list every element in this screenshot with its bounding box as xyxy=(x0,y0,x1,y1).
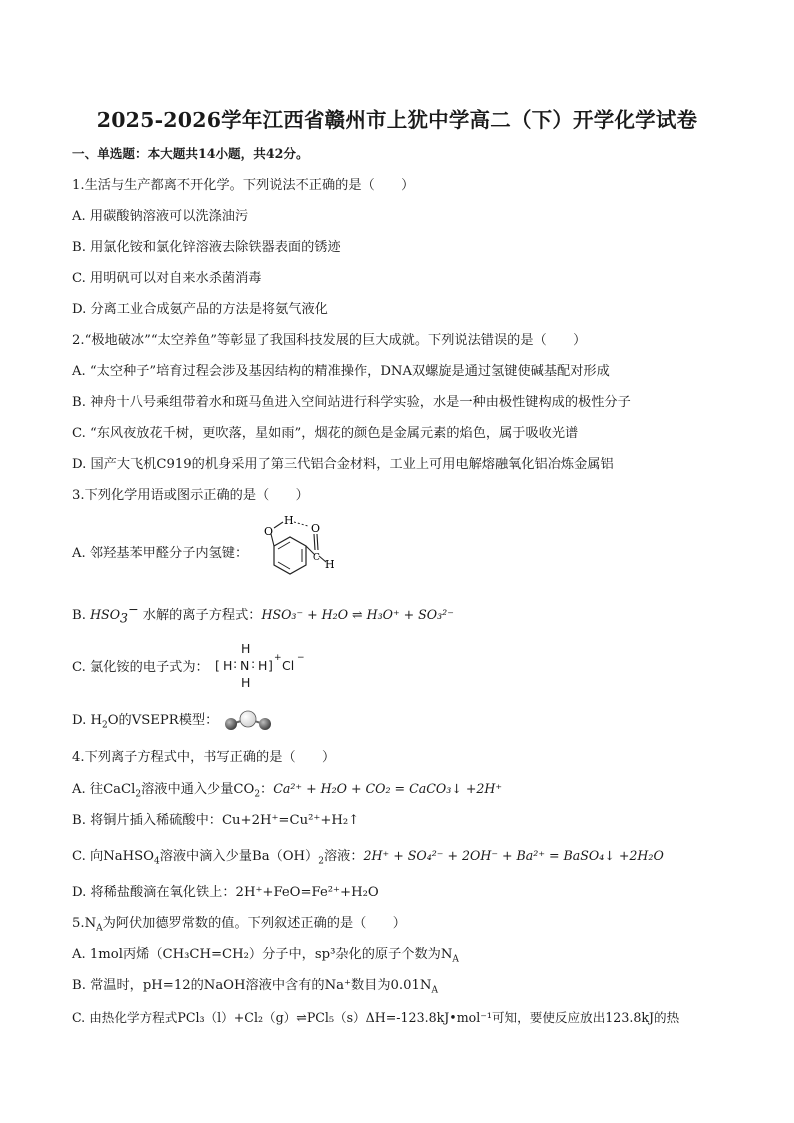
struct-o-right: O xyxy=(311,522,321,535)
q5-stem-tail: 为阿伏加德罗常数的值。下列叙述正确的是（ ） xyxy=(102,916,406,931)
nh4-h-left: H xyxy=(223,658,233,673)
q3-c-prefix: C. 氯化铵的电子式为： xyxy=(72,660,209,675)
nh4-charge: + xyxy=(274,653,282,663)
cl-charge: − xyxy=(297,653,305,663)
water-vsepr-model xyxy=(222,710,274,732)
q5-option-c: C. 由热化学方程式PCl₃（l）+Cl₂（g）⇌PCl₅（s）ΔH=-123.8kJ•mol⁻¹可知，要使反应放出123.8kJ的热 xyxy=(72,1010,680,1025)
q5-b-sub: A xyxy=(431,985,438,996)
q4-option-b: B. 将铜片插入稀硫酸中：Cu+2H⁺=Cu²⁺+H₂↑ xyxy=(72,813,360,828)
ammonium-chloride-electron-formula: H [ H : N : H ] + Cl − H xyxy=(215,641,305,690)
q5-b-text: B. 常温时，pH=12的NaOH溶液中含有的Na⁺数目为0.01N xyxy=(72,978,432,993)
chloride: Cl xyxy=(282,658,295,673)
q3-option-a: A. 邻羟基苯甲醛分子内氢键： xyxy=(72,546,249,561)
section-heading: 一、单选题：本大题共14小题，共42分。 xyxy=(72,146,309,161)
q4-c-tail: 溶液： xyxy=(323,849,364,864)
nh4-h-bottom: H xyxy=(241,675,251,690)
q3-b-ion: HSO xyxy=(90,607,121,622)
q1-option-c: C. 用明矾可以对自来水杀菌消毒 xyxy=(72,271,262,286)
q5-a-text: A. 1mol丙烯（CH₃CH=CH₂）分子中，sp³杂化的原子个数为N xyxy=(72,947,453,962)
q2-option-a: A. “太空种子”培育过程会涉及基因结构的精准操作，DNA双螺旋是通过氢键使碱基配对形成 xyxy=(72,364,610,379)
q4-c-prefix: C. 向NaHSO xyxy=(72,849,154,864)
nh4-h-top: H xyxy=(241,641,251,656)
q3-option-d: D. $H_2O$的VSEPR模型： xyxy=(72,713,219,731)
q4-c-mid: 溶液中滴入少量Ba（OH） xyxy=(159,849,319,864)
q3-stem: 3.下列化学用语或图示正确的是（ ） xyxy=(72,488,309,503)
q4-c-equation: 2H⁺ + SO₄²⁻ + 2OH⁻ + Ba²⁺ = BaSO₄↓ +2H₂O xyxy=(363,848,664,863)
q4-option-a: A. 往CaCl$_2$溶液中通入少量$CO_2$：Ca²⁺ + H₂O + CO₂ = CaCO₃↓ +2H⁺ xyxy=(72,781,503,800)
q3-option-c xyxy=(72,659,209,677)
nh4-n: N xyxy=(240,658,250,673)
q2-option-c: C. “东风夜放花千树，更吹落，星如雨”，烟花的颜色是金属元素的焰色，属于吸收光谱 xyxy=(72,426,579,441)
q5-a-sub: A xyxy=(452,954,459,965)
q2-stem: 2.“极地破冰”“太空养鱼”等彰显了我国科技发展的巨大成就。下列说法错误的是（ ） xyxy=(72,333,587,348)
q1-option-b: B. 用氯化铵和氯化锌溶液去除铁器表面的锈迹 xyxy=(72,240,341,255)
q3-b-equation: HSO₃⁻ + H₂O ⇌ H₃O⁺ + SO₃²⁻ xyxy=(261,607,454,622)
q5-option-a xyxy=(72,946,459,964)
q5-option-b xyxy=(72,977,438,995)
salicylaldehyde-structure xyxy=(250,510,340,588)
q4-a-equation: Ca²⁺ + H₂O + CO₂ = CaCO₃↓ +2H⁺ xyxy=(273,781,503,796)
struct-o-left: O xyxy=(264,525,274,538)
q4-a-mid: 溶液中通入少量CO xyxy=(141,782,255,797)
q2-option-b: B. 神舟十八号乘组带着水和斑马鱼进入空间站进行科学实验，水是一种由极性键构成的极性分子 xyxy=(72,395,631,410)
q4-a-prefix: A. 往CaCl xyxy=(72,782,136,797)
q1-option-a: A. 用碳酸钠溶液可以洗涤油污 xyxy=(72,209,249,224)
q3-b-prefix: B. xyxy=(72,608,91,623)
struct-h-top: H xyxy=(284,514,294,527)
q4-option-c: C. 向NaHSO$_4$溶液中滴入少量$Ba(OH)_2$溶液：2H⁺ + SO₄²⁻ + 2OH⁻ + Ba²⁺ = BaSO₄↓ +2H₂O xyxy=(72,848,664,867)
q5-stem xyxy=(72,915,406,933)
q1-stem: 1.生活与生产都离不开化学。下列说法不正确的是（ ） xyxy=(72,178,415,193)
q3-option-b: B. $HSO_3^-$ 水解的离子方程式：HSO₃⁻ + H₂O ⇌ H₃O⁺ + SO₃²⁻ xyxy=(72,601,454,626)
q3-d-prefix: D. H xyxy=(72,713,102,728)
q4-option-d: D. 将稀盐酸滴在氧化铁上：2H⁺+FeO=Fe²⁺+H₂O xyxy=(72,885,379,900)
q3-d-text: O的VSEPR模型： xyxy=(107,713,219,728)
q3-b-text: 水解的离子方程式： xyxy=(142,608,262,623)
q1-option-d: D. 分离工业合成氨产品的方法是将氨气液化 xyxy=(72,302,328,317)
q5-stem-sub: A xyxy=(96,923,103,934)
q5-stem-start: 5.N xyxy=(72,916,97,931)
nh4-h-right: H xyxy=(258,658,268,673)
exam-title: 2025-2026学年江西省赣州市上犹中学高二（下）开学化学试卷 xyxy=(96,108,698,132)
q2-option-d: D. 国产大飞机C919的机身采用了第三代铝合金材料，工业上可用电解熔融氧化铝冶炼金属铝 xyxy=(72,457,614,472)
struct-h-right: H xyxy=(325,558,335,571)
struct-c: C xyxy=(313,553,320,563)
q4-stem: 4.下列离子方程式中，书写正确的是（ ） xyxy=(72,750,336,765)
